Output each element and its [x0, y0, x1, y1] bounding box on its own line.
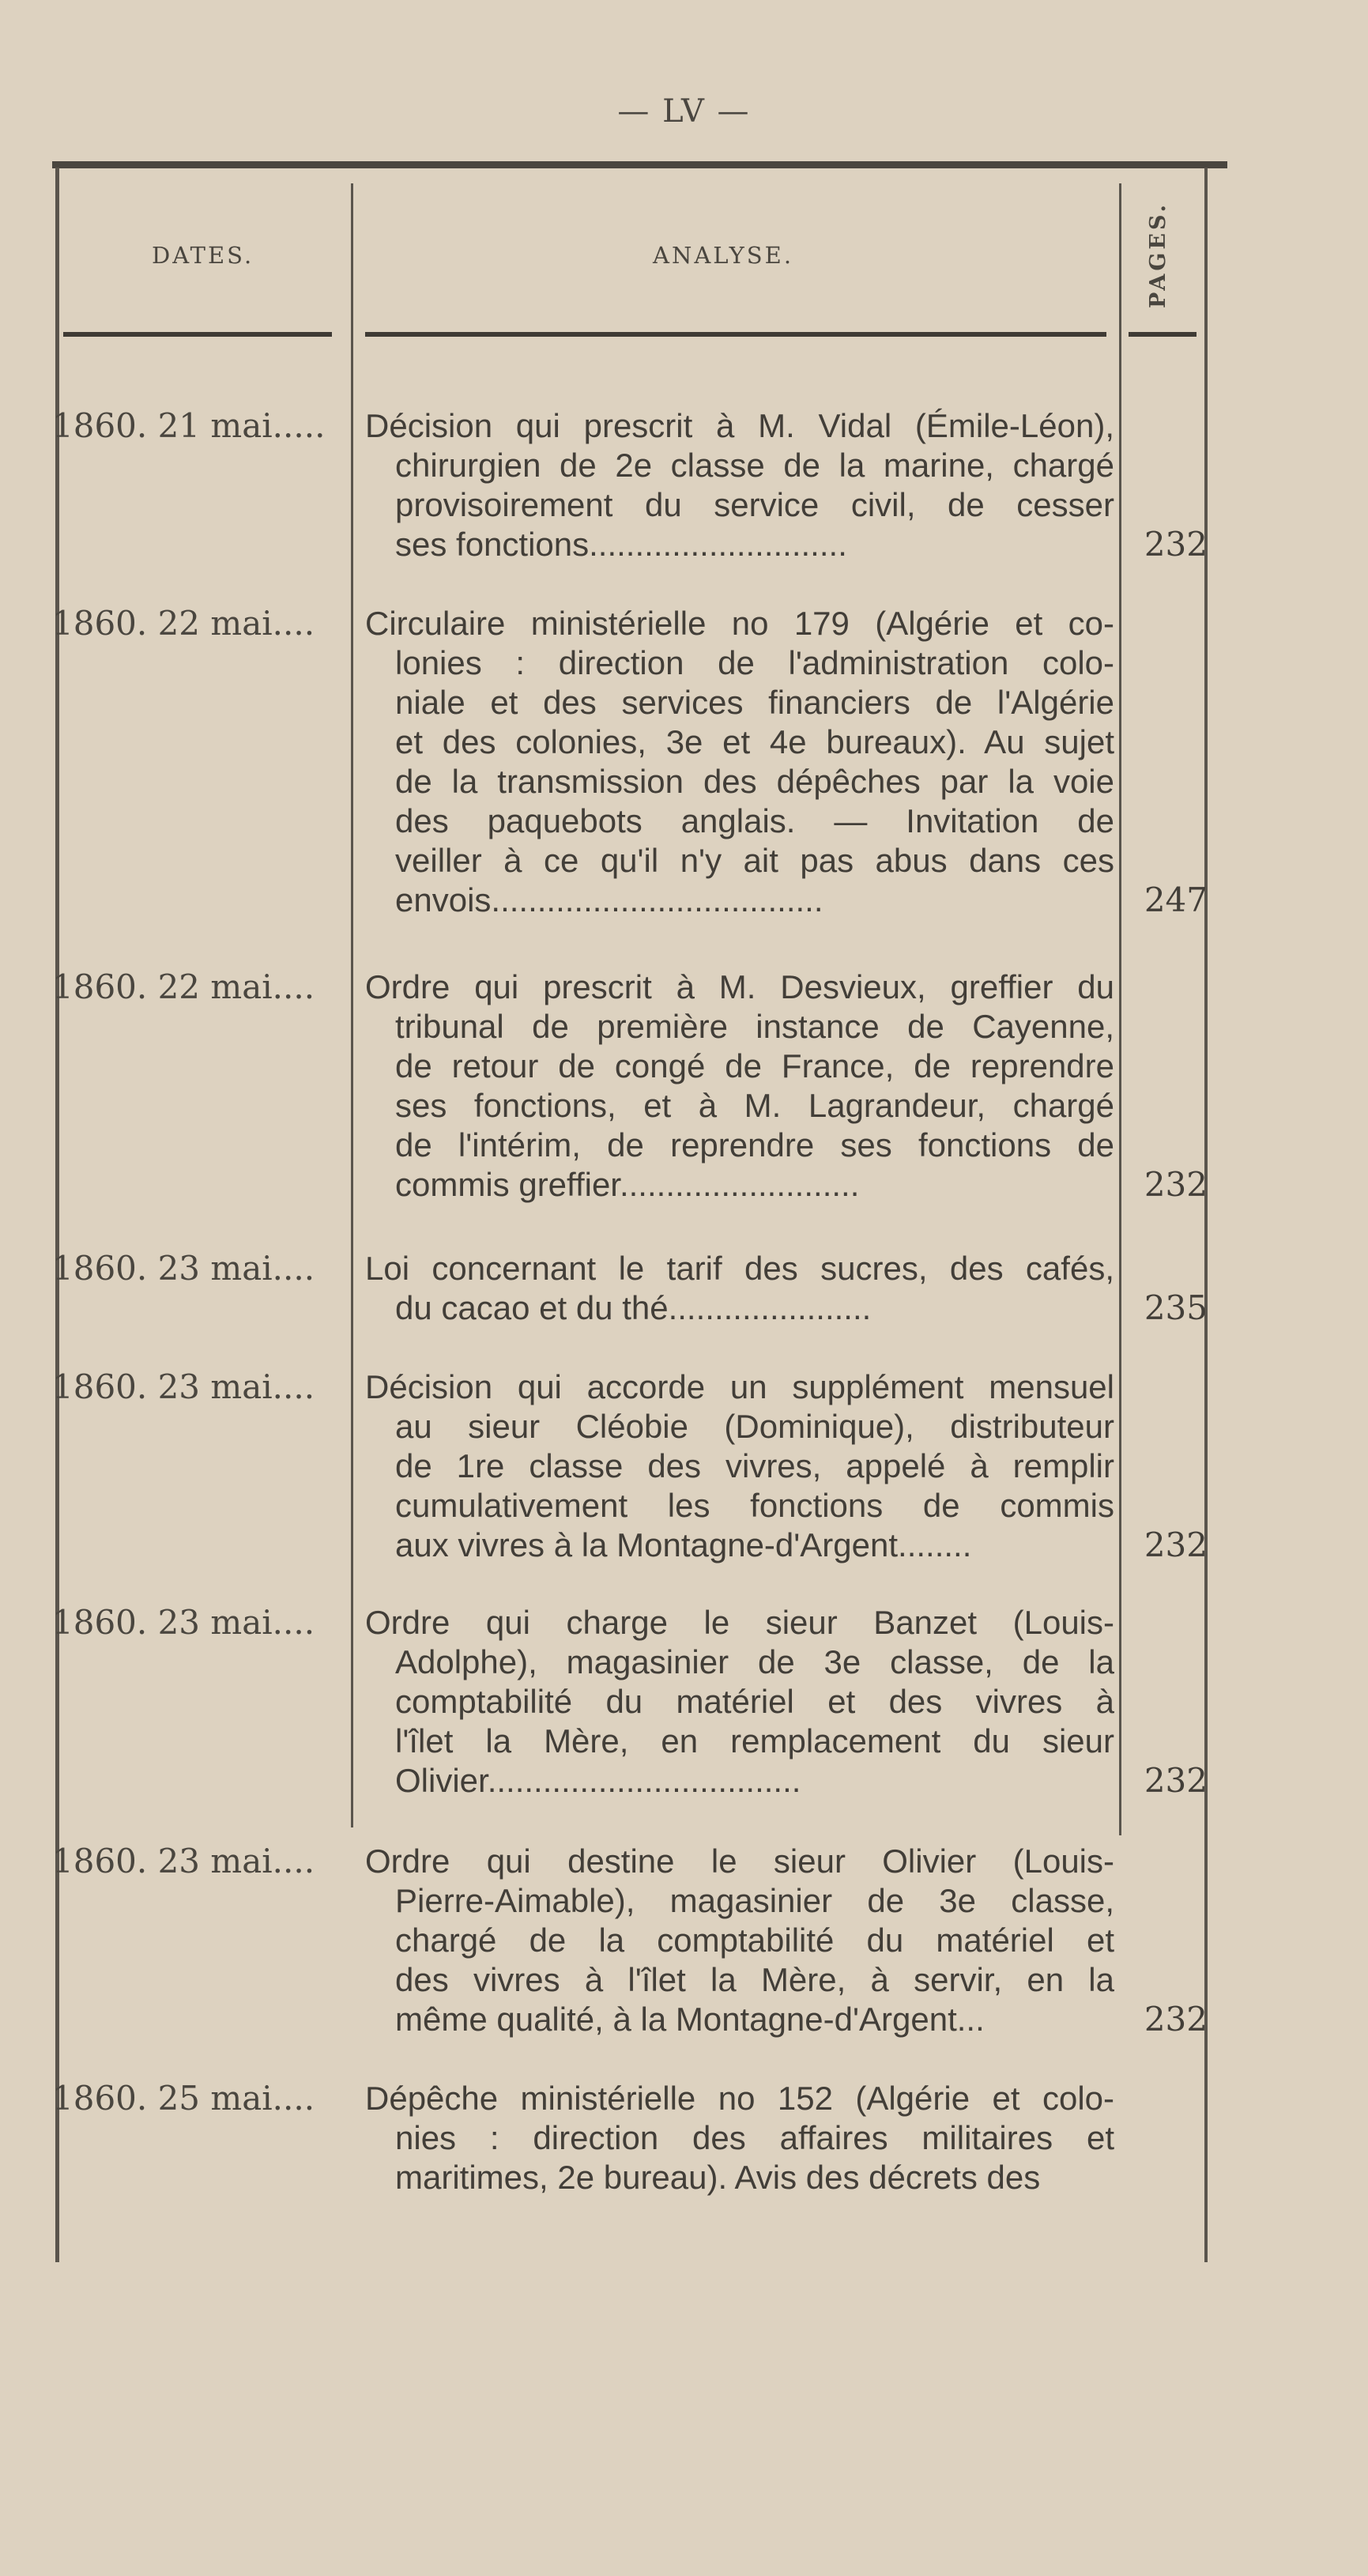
entry-page: 232	[1144, 2000, 1208, 2039]
analyse-header-rule	[365, 332, 1106, 337]
pages-column-header: PAGES.	[1145, 201, 1170, 308]
entry-analysis: Ordre qui charge le sieur Banzet (Louis- Adolphe), magasinier de 3e classe, de la comptabilité du matériel et des vivres à l'îlet la Mère, en remplacement du sieur Olivier..................................	[365, 1604, 1114, 1799]
pages-column-rule	[1204, 168, 1208, 2262]
entry-page: 247	[1144, 881, 1208, 919]
entry-analysis: Circulaire ministérielle no 179 (Algérie et co- lonies : direction de l'administration colo- niale et des services financiers de l'Algérie et des colonies, 3e et 4e bureaux). Au sujet de la transmission des dépêches par la voie des paquebots anglais. — Invitation de veiller à ce qu'il n'y ait pas abus dans ces envois....................................	[365, 605, 1114, 918]
entry-page: 232	[1144, 1165, 1208, 1204]
entry-date: 1860. 21 mai.....	[52, 406, 326, 445]
page-number: — LV —	[617, 93, 751, 130]
entry-analysis: Ordre qui destine le sieur Olivier (Louis- Pierre-Aimable), magasinier de 3e classe, chargé de la comptabilité du matériel et des vivres à l'îlet la Mère, à servir, en la même qualité, à la Montagne-d'Argent...	[365, 1842, 1114, 2038]
entry-analysis: Ordre qui prescrit à M. Desvieux, greffier du tribunal de première instance de Cayenne, de retour de congé de France, de reprendre ses fonctions, et à M. Lagrandeur, chargé de l'intérim, de reprendre ses fonctions de commis greffier..........................	[365, 968, 1114, 1203]
entry-page: 232	[1144, 1526, 1208, 1564]
entry-date: 1860. 22 mai....	[52, 604, 315, 643]
dates-header-rule	[63, 332, 332, 337]
entry-analysis: Décision qui accorde un supplément mensuel au sieur Cléobie (Dominique), distributeur de 1re classe des vivres, appelé à remplir cumulativement les fonctions de commis aux vivres à la Montagne-d'Argent........	[365, 1368, 1114, 1563]
entry-date: 1860. 23 mai....	[52, 1842, 315, 1880]
analyse-column-rule	[1119, 183, 1121, 1835]
entry-date: 1860. 23 mai....	[52, 1603, 315, 1642]
analyse-column-header: ANALYSE.	[653, 242, 794, 269]
entry-analysis: Loi concernant le tarif des sucres, des cafés, du cacao et du thé......................	[365, 1250, 1114, 1326]
entry-date: 1860. 25 mai....	[52, 2079, 315, 2118]
entry-analysis: Dépêche ministérielle no 152 (Algérie et colo- nies : direction des affaires militaires et maritimes, 2e bureau). Avis des décrets des	[365, 2080, 1114, 2196]
entry-page: 232	[1144, 525, 1208, 564]
dates-column-rule	[351, 183, 353, 1827]
entry-date: 1860. 23 mai....	[52, 1367, 315, 1406]
entry-page: 232	[1144, 1761, 1208, 1800]
dates-column-header: DATES.	[152, 242, 254, 269]
entry-date: 1860. 23 mai....	[52, 1249, 315, 1288]
entry-date: 1860. 22 mai....	[52, 967, 315, 1006]
entry-analysis: Décision qui prescrit à M. Vidal (Émile-Léon), chirurgien de 2e classe de la marine, chargé provisoirement du service civil, de cesser ses fonctions............................	[365, 407, 1114, 563]
entry-page: 235	[1144, 1288, 1208, 1327]
frame-left-rule	[55, 168, 59, 2262]
